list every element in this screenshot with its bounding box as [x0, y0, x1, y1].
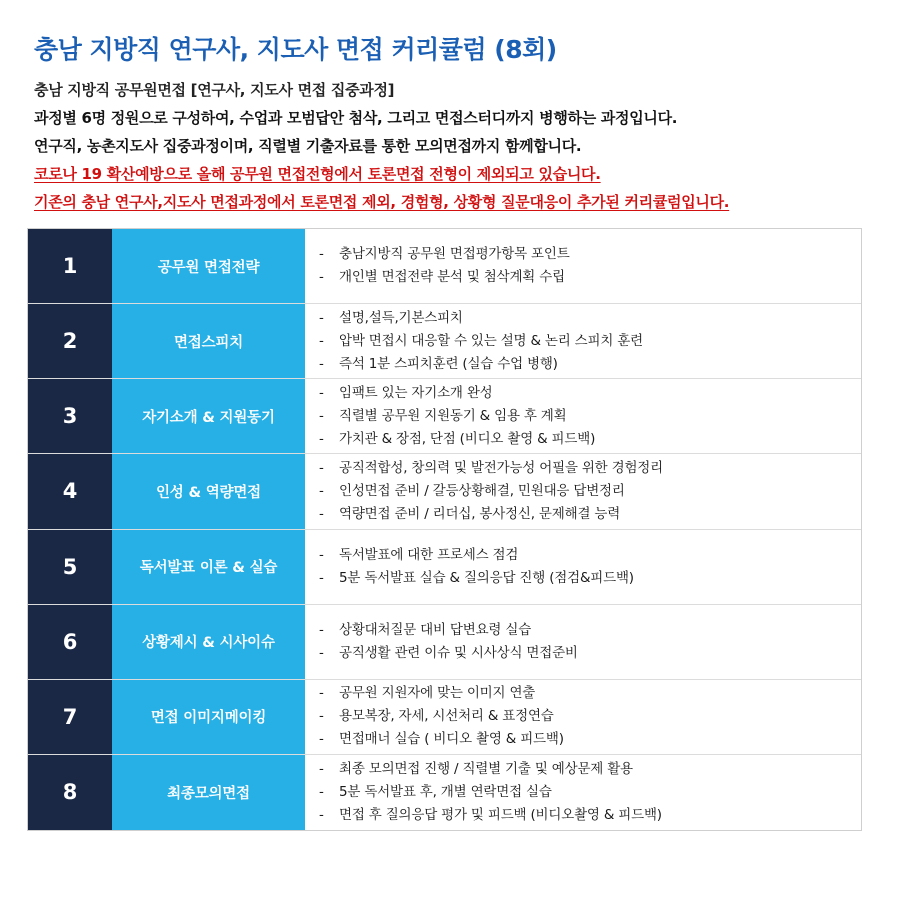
detail-text: 압박 면접시 대응할 수 있는 설명 & 논리 스피치 훈련	[339, 332, 643, 349]
bullet-dash: -	[319, 783, 324, 800]
session-detail-item	[319, 544, 861, 567]
session-detail-item	[319, 353, 861, 376]
session-details	[305, 755, 861, 830]
detail-text: 면접 후 질의응답 평가 및 피드백 (비디오촬영 & 피드백)	[339, 806, 662, 823]
bullet-dash: -	[319, 246, 324, 263]
session-detail-item	[319, 642, 861, 665]
session-detail-item	[319, 804, 861, 827]
session-name: 인성 & 역량면접	[112, 454, 305, 528]
bullet-dash: -	[319, 685, 324, 702]
session-details	[305, 229, 861, 303]
session-detail-item	[319, 330, 861, 353]
session-detail-item	[319, 457, 861, 480]
curriculum-row	[28, 379, 861, 454]
session-detail-item	[319, 619, 861, 642]
session-name: 독서발표 이론 & 실습	[112, 530, 305, 604]
session-number: 2	[28, 304, 112, 378]
session-details	[305, 304, 861, 378]
detail-text: 상황대처질문 대비 답변요령 실습	[339, 621, 532, 638]
session-detail-item	[319, 480, 861, 503]
detail-text: 공무원 지원자에 맞는 이미지 연출	[339, 685, 536, 702]
bullet-dash: -	[319, 384, 324, 401]
session-detail-item	[319, 243, 861, 266]
session-details	[305, 454, 861, 528]
session-detail-item	[319, 307, 861, 330]
session-name: 면접스피치	[112, 304, 305, 378]
session-detail-item	[319, 266, 861, 289]
curriculum-row	[28, 755, 861, 830]
bullet-dash: -	[319, 760, 324, 777]
detail-text: 면접매너 실습 ( 비디오 촬영 & 피드백)	[339, 731, 564, 748]
session-details	[305, 680, 861, 754]
intro-line-3: 연구직, 농촌지도사 집중과정이며, 직렬별 기출자료를 통한 모의면접까지 함께합니다.	[34, 137, 582, 155]
detail-text: 인성면접 준비 / 갈등상황해결, 민원대응 답변정리	[339, 482, 625, 499]
session-details	[305, 530, 861, 604]
intro-text	[34, 76, 884, 216]
bullet-dash: -	[319, 505, 324, 522]
session-number: 1	[28, 229, 112, 303]
bullet-dash: -	[319, 546, 324, 563]
session-detail-item	[319, 682, 861, 705]
detail-text: 최종 모의면접 진행 / 직렬별 기출 및 예상문제 활용	[339, 760, 633, 777]
detail-text: 역량면접 준비 / 리더십, 봉사정신, 문제해결 능력	[339, 505, 621, 522]
page-title: 충남 지방직 연구사, 지도사 면접 커리큘럼 (8회)	[34, 35, 557, 64]
session-name: 면접 이미지메이킹	[112, 680, 305, 754]
session-detail-item	[319, 382, 861, 405]
session-detail-item	[319, 758, 861, 781]
bullet-dash: -	[319, 621, 324, 638]
notice-line-2: 기존의 충남 연구사,지도사 면접과정에서 토론면접 제외, 경험형, 상황형 질문대응이 추가된 커리큘럼입니다.	[34, 193, 730, 211]
session-name: 상황제시 & 시사이슈	[112, 605, 305, 679]
session-number: 7	[28, 680, 112, 754]
detail-text: 공직생활 관련 이슈 및 시사상식 면접준비	[339, 644, 578, 661]
bullet-dash: -	[319, 708, 324, 725]
detail-text: 5분 독서발표 실습 & 질의응답 진행 (점검&피드백)	[339, 569, 634, 586]
session-details	[305, 379, 861, 453]
curriculum-row	[28, 229, 861, 304]
intro-line-2: 과정별 6명 정원으로 구성하여, 수업과 모범답안 첨삭, 그리고 면접스터디까지 병행하는 과정입니다.	[34, 109, 678, 127]
session-number: 4	[28, 454, 112, 528]
curriculum-row	[28, 454, 861, 529]
detail-text: 공직적합성, 창의력 및 발전가능성 어필을 위한 경험정리	[339, 459, 663, 476]
detail-text: 임팩트 있는 자기소개 완성	[339, 384, 493, 401]
curriculum-row	[28, 680, 861, 755]
session-detail-item	[319, 781, 861, 804]
session-detail-item	[319, 705, 861, 728]
session-detail-item	[319, 405, 861, 428]
detail-text: 즉석 1분 스피치훈련 (실습 수업 병행)	[339, 355, 558, 372]
bullet-dash: -	[319, 407, 324, 424]
detail-text: 개인별 면접전략 분석 및 첨삭계획 수립	[339, 269, 565, 286]
detail-text: 충남지방직 공무원 면접평가항목 포인트	[339, 246, 570, 263]
session-name: 자기소개 & 지원동기	[112, 379, 305, 453]
session-number: 8	[28, 755, 112, 830]
notice-line-1: 코로나 19 확산예방으로 올해 공무원 면접전형에서 토론면접 전형이 제외되고 있습니다.	[34, 165, 601, 183]
session-details	[305, 605, 861, 679]
session-detail-item	[319, 567, 861, 590]
detail-text: 5분 독서발표 후, 개별 연락면접 실습	[339, 783, 552, 800]
curriculum-row	[28, 304, 861, 379]
session-detail-item	[319, 503, 861, 526]
detail-text: 용모복장, 자세, 시선처리 & 표정연습	[339, 708, 554, 725]
session-name: 최종모의면접	[112, 755, 305, 830]
curriculum-table	[27, 228, 862, 831]
session-number: 6	[28, 605, 112, 679]
bullet-dash: -	[319, 569, 324, 586]
curriculum-row	[28, 605, 861, 680]
bullet-dash: -	[319, 482, 324, 499]
session-number: 3	[28, 379, 112, 453]
bullet-dash: -	[319, 806, 324, 823]
bullet-dash: -	[319, 430, 324, 447]
session-number: 5	[28, 530, 112, 604]
detail-text: 가치관 & 장점, 단점 (비디오 촬영 & 피드백)	[339, 430, 596, 447]
bullet-dash: -	[319, 644, 324, 661]
detail-text: 설명,설득,기본스피치	[339, 309, 463, 326]
bullet-dash: -	[319, 731, 324, 748]
session-detail-item	[319, 728, 861, 751]
session-name: 공무원 면접전략	[112, 229, 305, 303]
bullet-dash: -	[319, 309, 324, 326]
detail-text: 직렬별 공무원 지원동기 & 임용 후 계획	[339, 407, 567, 424]
detail-text: 독서발표에 대한 프로세스 점검	[339, 546, 519, 563]
bullet-dash: -	[319, 355, 324, 372]
bullet-dash: -	[319, 332, 324, 349]
curriculum-row	[28, 530, 861, 605]
bullet-dash: -	[319, 269, 324, 286]
bullet-dash: -	[319, 459, 324, 476]
session-detail-item	[319, 428, 861, 451]
intro-line-1: 충남 지방직 공무원면접 [연구사, 지도사 면접 집중과정]	[34, 81, 395, 99]
